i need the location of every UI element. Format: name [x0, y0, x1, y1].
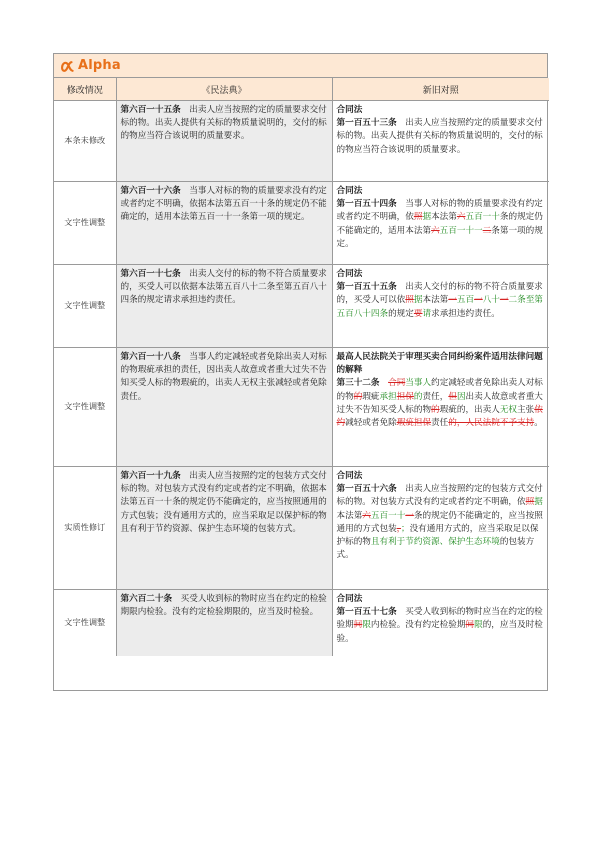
added-text: 据 — [534, 497, 543, 508]
deleted-text: 的 — [353, 391, 363, 402]
source-law: 合同法 — [336, 269, 363, 279]
added-text: 五百 — [456, 295, 475, 306]
source-law: 合同法 — [336, 105, 363, 115]
comparison-sheet — [53, 53, 548, 691]
article-number: 第六百一十六条 — [120, 186, 181, 196]
text-segment: 责任 — [431, 418, 449, 429]
text-segment: 责任， — [422, 391, 449, 402]
deleted-text: 一 — [405, 510, 414, 521]
added-text: 据 — [413, 295, 423, 306]
deleted-text: 依约 — [336, 404, 543, 429]
comparison-cell — [332, 467, 549, 590]
deleted-text: 照 — [413, 212, 423, 223]
text-segment: 本法第 — [431, 212, 457, 223]
text-segment: 没有通用方式的，应当采取足以保护标的物 — [336, 523, 539, 548]
text-segment: 求承担违约责任。 — [431, 308, 500, 319]
table-row — [54, 265, 549, 348]
header-comparison: 新旧对照 — [332, 78, 549, 101]
source-law: 合同法 — [336, 186, 363, 196]
article-text: 当事人对标的物的质量要求没有约定或者约定不明确，依据本法第五百一十条的规定仍不能确定的，适用本法第五百一十一条第一项的规定。 — [120, 186, 327, 223]
text-segment — [379, 378, 388, 388]
added-text: 二条至第五百八十四条 — [336, 295, 543, 319]
category-cell: 文字性调整 — [54, 265, 116, 348]
text-segment: 约定减轻或者免除出卖人对标的物 — [336, 378, 543, 402]
deleted-text: 瑕疵担保 — [396, 418, 432, 429]
source-law: 合同法 — [336, 594, 363, 604]
comparison-cell — [332, 265, 549, 348]
table-row — [54, 467, 549, 590]
header-category: 修改情况 — [54, 78, 116, 101]
text-segment: 瑕疵的，出卖人 — [439, 404, 500, 415]
brand-name: Alpha — [78, 58, 121, 73]
added-text: 五百一十 — [370, 510, 406, 521]
text-segment: 条的规定仍不能确定的，适用本法第 — [336, 212, 543, 236]
text-segment: 的规定 — [388, 308, 414, 319]
article-text: 买受人收到标的物时应当在约定的检验期限内检验。没有约定检验期限的，应当及时检验。 — [120, 594, 327, 618]
article-text: 出卖人应当按照约定的质量要求交付标的物。出卖人提供有关标的物质量说明的，交付的标的物应当符合该说明的质量要求。 — [120, 105, 327, 142]
added-text: 承担 — [379, 391, 397, 402]
deleted-text: 照 — [525, 497, 535, 508]
added-text: 的 — [413, 391, 423, 402]
deleted-text: 的，人民法院不予支持 — [448, 418, 535, 429]
added-text: ； — [400, 523, 410, 534]
text-segment: 出卖人应当按照约定的包装方式交付标的物。对包装方式没有约定或者约定不明确，依 — [336, 484, 543, 508]
civil-code-cell — [116, 590, 332, 657]
header-civil-code: 《民法典》 — [116, 78, 332, 101]
deleted-text: 一 — [448, 295, 457, 306]
added-text: 五百一十一 — [439, 225, 483, 236]
deleted-text: 六 — [362, 510, 371, 521]
text-segment: 内检验。没有约定检验期 — [370, 620, 466, 631]
article-number: 第六百一十七条 — [120, 269, 181, 279]
civil-code-cell — [116, 348, 332, 467]
table-row — [54, 348, 549, 467]
text-segment: 本法第 — [422, 295, 449, 306]
deleted-text: 要 — [413, 308, 423, 319]
civil-code-cell — [116, 101, 332, 182]
text-segment: 的，应当及时检验。 — [336, 620, 543, 644]
category-cell: 文字性调整 — [54, 348, 116, 467]
article-text: 出卖人应当按照约定的包装方式交付标的物。对包装方式没有约定或者约定不明确，依据本法第五百一十条的规定仍不能确定的，应当按照通用的方式包装；没有通用方式的，应当采取足以保护标的物且有利于节约资源、保护生态环境的包装方式。 — [120, 471, 327, 534]
deleted-text: 六 — [431, 225, 440, 236]
source-law: 最高人民法院关于审理买卖合同纠纷案件适用法律问题的解释 — [336, 352, 543, 376]
alpha-logo-icon — [60, 59, 74, 73]
table-row — [54, 182, 549, 265]
deleted-text: ， — [396, 523, 401, 534]
comparison-cell — [332, 182, 549, 265]
deleted-text: 二 — [482, 225, 492, 236]
added-text: 八十 — [482, 295, 500, 306]
text-segment: 。 — [534, 418, 543, 429]
deleted-text: 但 — [448, 391, 457, 402]
category-cell: 文字性调整 — [54, 182, 116, 265]
category-cell: 实质性修订 — [54, 467, 116, 590]
article-number: 第六百二十条 — [120, 594, 173, 604]
civil-code-cell — [116, 467, 332, 590]
added-text: 当事人 — [405, 378, 432, 389]
text-segment: 减轻或者免除 — [345, 418, 397, 429]
category-cell: 文字性调整 — [54, 590, 116, 657]
article-text: 当事人约定减轻或者免除出卖人对标的物瑕疵承担的责任，因出卖人故意或者重大过失不告知买受人标的物瑕疵的，出卖人无权主张减轻或者免除责任。 — [120, 352, 327, 402]
deleted-text: 间 — [353, 620, 363, 631]
article-number: 第一百五十六条 — [336, 484, 397, 495]
comparison-cell — [332, 348, 549, 467]
text-segment: 瑕疵 — [362, 391, 380, 402]
added-text: 且有利于节约资源、保护生态环境 — [370, 537, 500, 548]
table-row — [54, 101, 549, 182]
deleted-text: 间 — [465, 620, 475, 631]
source-law: 合同法 — [336, 471, 363, 481]
article-number: 第一百五十四条 — [336, 199, 397, 210]
added-text: 五百一十 — [465, 212, 500, 223]
table-row — [54, 590, 549, 657]
deleted-text: 六 — [456, 212, 466, 223]
article-number: 第一百五十五条 — [336, 282, 397, 293]
text-segment: 条第一项的规定。 — [336, 225, 543, 249]
text-segment: 出卖人交付的标的物不符合质量要求的，买受人可以依 — [336, 282, 543, 306]
deleted-text: 的 — [431, 404, 440, 415]
category-cell: 本条未修改 — [54, 101, 116, 182]
article-number: 第六百一十五条 — [120, 105, 181, 115]
article-number: 第一百五十七条 — [336, 607, 397, 618]
article-number: 第六百一十八条 — [120, 352, 181, 362]
added-text: 无权 — [499, 404, 518, 415]
comparison-cell — [332, 101, 549, 182]
deleted-text: 一 — [499, 295, 509, 306]
text-segment: 条的规定仍不能确定的，应当按照通用的方式包装 — [336, 510, 543, 534]
civil-code-cell — [116, 182, 332, 265]
article-number: 第一百五十三条 — [336, 118, 397, 129]
deleted-text: 合同 — [388, 378, 406, 389]
brand-header — [54, 54, 547, 78]
civil-code-cell — [116, 265, 332, 348]
text-segment: 本法第 — [336, 510, 363, 521]
article-text: 出卖人交付的标的物不符合质量要求的，买受人可以依据本法第五百八十二条至第五百八十四条的规定请求承担违约责任。 — [120, 269, 327, 306]
text-segment: 主张 — [517, 404, 535, 415]
table-header-row — [54, 78, 549, 101]
article-number: 第三十二条 — [336, 378, 380, 389]
article-text: 出卖人应当按照约定的质量要求交付标的物。出卖人提供有关标的物质量说明的，交付的标的物应当符合该说明的质量要求。 — [336, 118, 543, 155]
added-text: 限 — [474, 620, 483, 631]
added-text: 限 — [362, 620, 371, 631]
article-number: 第六百一十九条 — [120, 471, 181, 481]
deleted-text: 照 — [405, 295, 414, 306]
comparison-table — [54, 78, 549, 656]
text-segment: 买受人收到标的物时应当在约定的检验期 — [336, 607, 543, 631]
added-text: 请 — [422, 308, 432, 319]
text-segment: 的包装方式。 — [336, 537, 535, 561]
deleted-text: 一 — [474, 295, 483, 306]
added-text: 因 — [456, 391, 466, 402]
deleted-text: 担保 — [396, 391, 414, 402]
comparison-cell — [332, 590, 549, 657]
text-segment: 当事人对标的物的质量要求没有约定或者约定不明确，依 — [336, 199, 543, 223]
text-segment: 出卖人故意或者重大过失不告知买受人标的物 — [336, 391, 543, 415]
added-text: 据 — [422, 212, 432, 223]
